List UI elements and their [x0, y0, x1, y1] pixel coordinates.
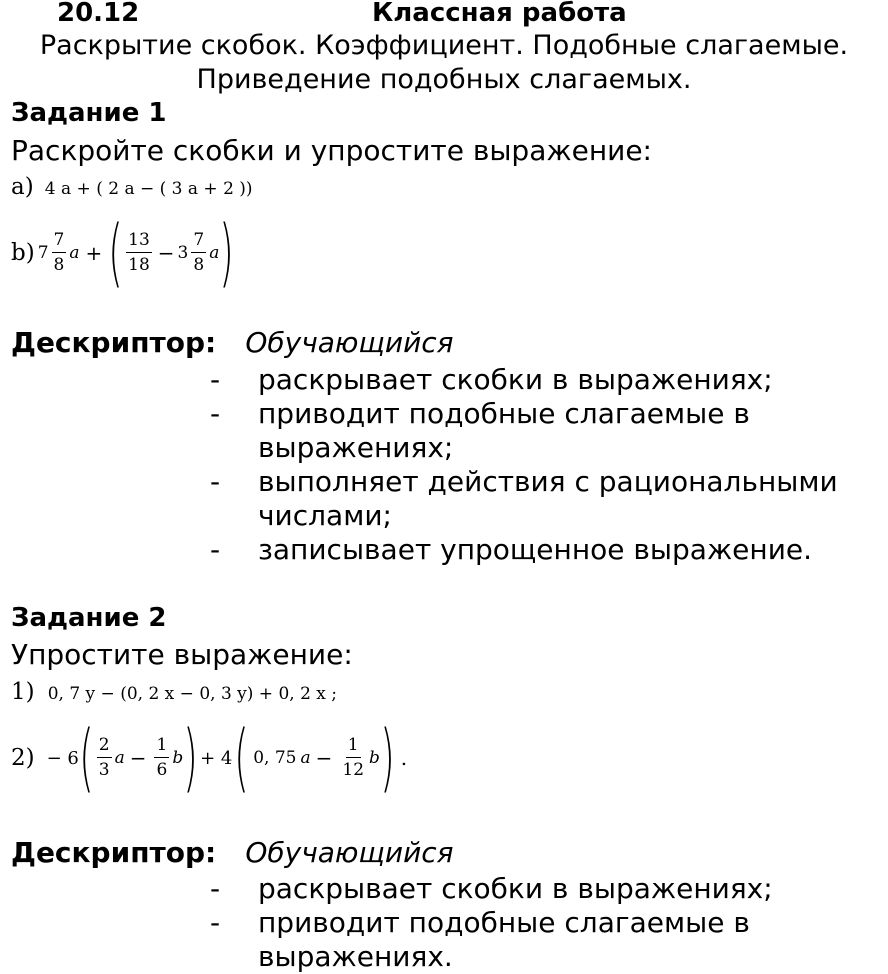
task1-descriptor-heading [11, 326, 454, 359]
list-dash: - [210, 906, 221, 939]
left-paren-icon: ( [234, 715, 249, 801]
list-dash: - [210, 872, 221, 905]
task1-b-whole2: 3 [177, 243, 189, 263]
fraction-numerator: 13 [126, 232, 152, 253]
task2-title: Задание 2 [11, 603, 167, 633]
fraction-denominator: 8 [53, 255, 65, 275]
task1-descriptor-list [208, 363, 868, 567]
task2-1-label: 1) [11, 679, 35, 705]
list-item: - записывает упрощенное выражение. [210, 533, 813, 566]
fraction-numerator: 2 [97, 737, 112, 758]
fraction-denominator: 6 [156, 760, 168, 780]
task2-2-fraction2 [154, 737, 169, 779]
task1-a-label: а) [11, 174, 34, 200]
decimal-coefficient: 0, 75 [253, 748, 297, 768]
fraction-denominator: 12 [342, 760, 365, 780]
task1-b-label: b) [11, 240, 35, 266]
fraction-denominator: 18 [128, 255, 150, 275]
list-item: - раскрывает скобки в выражениях; [210, 363, 773, 396]
task1-b-fraction2 [126, 232, 152, 274]
descriptor-label: Дескриптор: [11, 836, 217, 869]
task2-descriptor-heading [11, 836, 454, 869]
right-paren-icon: ) [183, 715, 198, 801]
task2-1-expression: 0, 7 y − (0, 2 x − 0, 3 y) + 0, 2 x ; [47, 684, 338, 704]
task1-b-fraction3 [191, 232, 206, 274]
list-item: - приводит подобные слагаемые в выражениях. [210, 906, 750, 973]
task1-b-fraction1 [52, 232, 67, 274]
task2-item-2 [11, 715, 408, 801]
list-item: - раскрывает скобки в выражениях; [210, 872, 773, 905]
task1-item-a [11, 174, 253, 200]
period: . [400, 746, 408, 770]
variable-b: b [369, 748, 380, 768]
variable-a: a [114, 748, 125, 768]
descriptor-label: Дескриптор: [11, 326, 217, 359]
task2-2-fraction1 [97, 737, 112, 779]
variable-a: a [69, 243, 80, 263]
lesson-date: 20.12 [57, 0, 140, 28]
fraction-numerator: 7 [52, 232, 67, 253]
list-dash: - [210, 533, 221, 566]
descriptor-subject: Обучающийся [245, 326, 454, 359]
task1-instruction: Раскройте скобки и упростите выражение: [11, 134, 652, 167]
leading-coefficient: − 6 [46, 747, 79, 769]
fraction-denominator: 3 [98, 760, 110, 780]
fraction-numerator: 1 [154, 737, 169, 758]
minus-sign: − [157, 241, 175, 265]
task1-item-b [11, 212, 234, 294]
task2-2-label: 2) [11, 745, 35, 771]
fraction-denominator: 8 [193, 255, 205, 275]
lesson-subtitle-line1: Раскрытие скобок. Коэффициент. Подобные слагаемые. [39, 30, 849, 61]
variable-a: a [209, 243, 220, 263]
task2-descriptor-list [208, 872, 868, 974]
task1-a-expression: 4 a + ( 2 a − ( 3 a + 2 )) [44, 179, 253, 199]
right-paren-icon: ) [380, 715, 395, 801]
fraction-numerator: 7 [191, 232, 206, 253]
list-dash: - [210, 465, 221, 498]
lesson-title: Классная работа [372, 0, 627, 28]
minus-sign: − [315, 746, 333, 770]
variable-b: b [172, 748, 184, 768]
task1-b-whole: 7 [37, 243, 49, 263]
task2-item-1 [11, 679, 337, 705]
variable-a: a [300, 748, 311, 768]
list-dash: - [210, 397, 221, 430]
task2-2-fraction3 [340, 737, 366, 779]
descriptor-subject: Обучающийся [245, 836, 454, 869]
left-paren-icon: ( [108, 210, 123, 296]
plus-sign: + [85, 241, 103, 265]
list-item: - приводит подобные слагаемые в выражениях; [210, 397, 750, 464]
fraction-numerator: 1 [346, 737, 361, 758]
task1-title: Задание 1 [11, 98, 167, 128]
left-paren-icon: ( [79, 715, 94, 801]
list-item: - выполняет действия с рациональными числами; [210, 465, 838, 532]
lesson-subtitle-line2: Приведение подобных слагаемых. [196, 64, 692, 95]
task2-instruction: Упростите выражение: [11, 638, 353, 671]
right-paren-icon: ) [219, 210, 234, 296]
list-dash: - [210, 363, 221, 396]
plus-four: + 4 [200, 747, 233, 769]
minus-sign: − [129, 746, 147, 770]
